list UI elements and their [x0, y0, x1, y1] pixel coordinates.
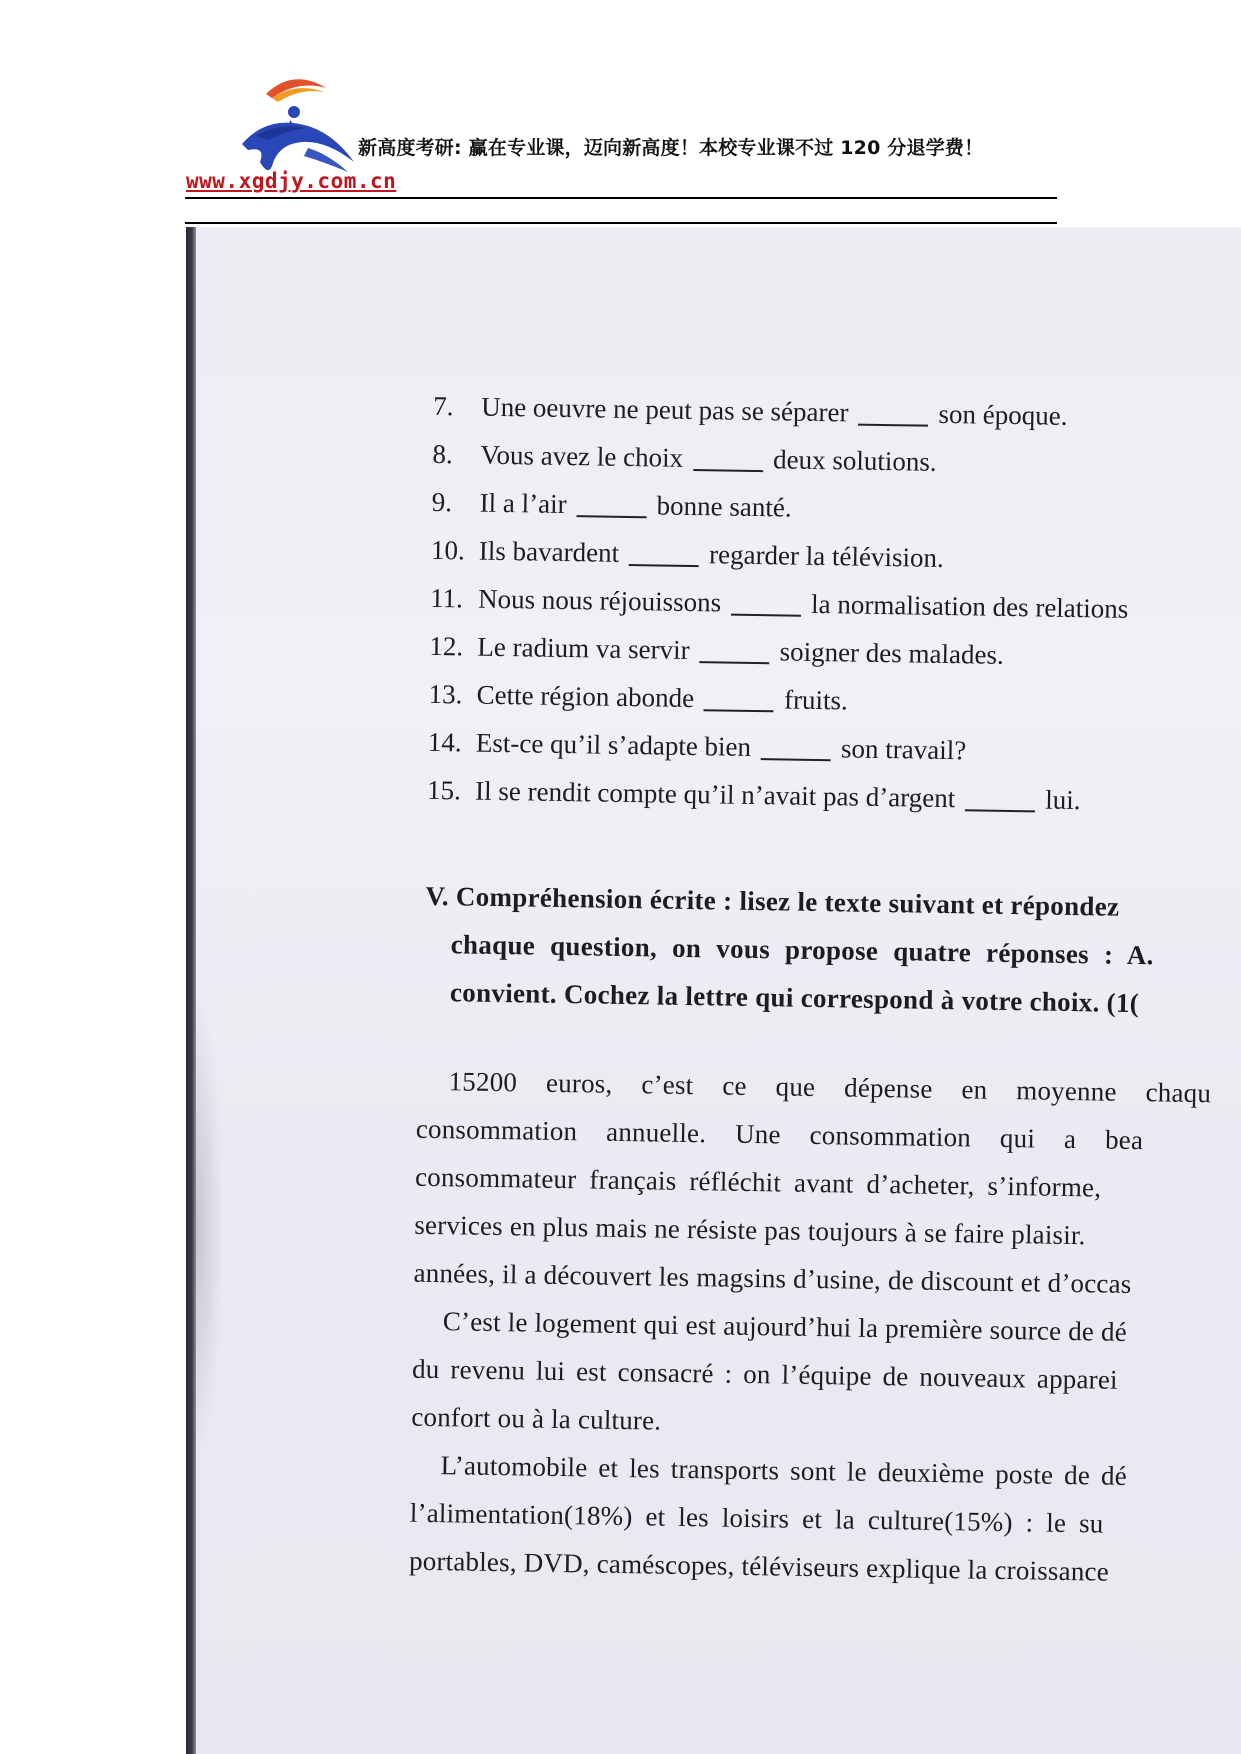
passage-line-10: l’alimentation(18%) et les loisirs et la culture(15%) : le su — [409, 1497, 1104, 1539]
question-text: Une oeuvre ne peut pas se séparer — [480, 391, 849, 428]
scanned-text-block — [186, 227, 1241, 1754]
passage-line-7: du revenu lui est consacré : on l’équipe de nouveaux apparei — [411, 1353, 1118, 1395]
passage-line-5: années, il a découvert les magsins d’usine, de discount et d’occas — [413, 1257, 1132, 1299]
question-number: 11. — [429, 582, 464, 614]
passage-line-8: confort ou à la culture. — [411, 1401, 662, 1436]
question-text-end: son travail? — [840, 733, 967, 766]
question-text-end: regarder la télévision. — [708, 539, 944, 573]
header-slogan: 新高度考研: 赢在专业课，迈向新高度！本校专业课不过 120 分退学费！ — [358, 137, 984, 159]
passage-line-9: L’automobile et les transports sont le deuxième poste de dé — [440, 1450, 1128, 1491]
question-15 — [427, 775, 1081, 816]
passage-line-11: portables, DVD, caméscopes, téléviseurs explique la croissance — [408, 1545, 1110, 1587]
question-text: Nous nous réjouissons — [477, 583, 722, 618]
question-7 — [433, 391, 1068, 432]
question-text-end: fruits. — [783, 684, 849, 716]
answer-blank — [965, 793, 1035, 812]
question-number: 7. — [432, 390, 454, 422]
question-text-end: soigner des malades. — [779, 636, 1004, 670]
question-number: 8. — [432, 438, 453, 470]
question-text-end: la normalisation des relations — [810, 588, 1129, 624]
question-text: Il a l’air — [479, 487, 567, 520]
question-text-end: deux solutions. — [772, 444, 937, 477]
question-number: 10. — [430, 534, 465, 566]
question-text-end: bonne santé. — [656, 490, 792, 523]
question-text: Est-ce qu’il s’adapte bien — [475, 727, 752, 762]
question-text-end: lui. — [1044, 784, 1081, 816]
section-v-heading-line3: convient. Cochez la lettre qui correspond à votre choix. (1( — [449, 977, 1140, 1019]
section-v-heading-line1: V. Compréhension écrite : lisez le texte suivant et répondez — [425, 880, 1120, 922]
question-text: Il se rendit compte qu’il n’avait pas d’argent — [474, 775, 956, 814]
question-number: 15. — [426, 774, 462, 806]
question-text: Le radium va servir — [477, 631, 690, 665]
question-8 — [432, 439, 937, 478]
answer-blank — [761, 742, 831, 761]
question-text-end: son époque. — [938, 398, 1068, 431]
question-number: 13. — [428, 678, 463, 710]
question-text: Cette région abonde — [476, 679, 695, 714]
question-number: 9. — [431, 486, 453, 518]
scanned-page — [186, 227, 1241, 1754]
answer-blank — [576, 499, 646, 518]
passage-line-2: consommation annuelle. Une consommation qui a bea — [415, 1113, 1144, 1156]
question-14 — [428, 727, 967, 766]
passage-line-3: consommateur français réfléchit avant d’acheter, s’informe, — [414, 1161, 1102, 1203]
question-number: 14. — [427, 726, 462, 758]
question-text: Vous avez le choix — [480, 439, 684, 473]
answer-blank — [693, 453, 763, 472]
passage-line-4: services en plus mais ne résiste pas toujours à se faire plaisir. — [414, 1209, 1086, 1251]
answer-blank — [858, 408, 928, 427]
website-link[interactable]: www.xgdjy.com.cn — [186, 169, 397, 193]
question-11 — [430, 583, 1129, 625]
question-12 — [429, 631, 1004, 671]
answer-blank — [704, 693, 774, 712]
passage-line-1: 15200 euros, c’est ce que dépense en moyenne chaqu — [448, 1066, 1212, 1109]
question-10 — [431, 535, 944, 574]
answer-blank — [699, 645, 769, 664]
header-divider-top — [185, 197, 1057, 199]
section-v-heading-line2: chaque question, on vous propose quatre réponses : A. — [450, 929, 1154, 971]
answer-blank — [629, 548, 699, 567]
question-9 — [431, 487, 791, 524]
answer-blank — [731, 598, 801, 617]
passage-line-6: C’est le logement qui est aujourd’hui la première source de dé — [442, 1306, 1128, 1347]
question-13 — [428, 679, 848, 717]
question-text: Ils bavardent — [478, 535, 620, 568]
question-number: 12. — [429, 630, 464, 662]
xgdjy-logo-icon — [238, 66, 356, 176]
header-divider-bottom — [185, 222, 1057, 224]
